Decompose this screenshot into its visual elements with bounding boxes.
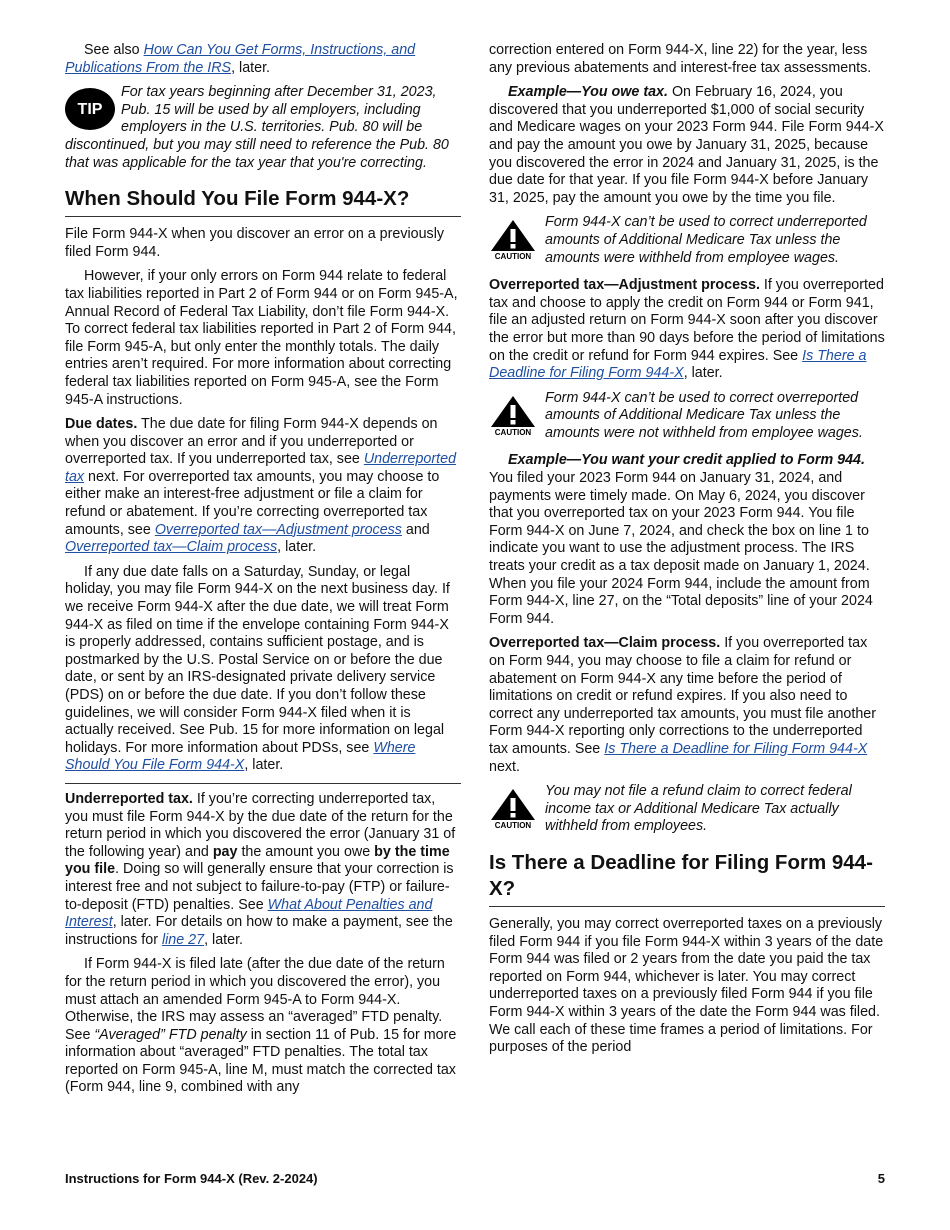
paragraph-due-dates: Due dates. The due date for filing Form 944-X depends on when you discover an error and if you underreported or overreported tax. If you underreported tax, see Underreported tax next. For overreported tax amounts, you may choose to either make an interest-free adjustment or file a claim for refund or abatement. If you’re correcting overreported tax amounts, see Overreported tax—Adjustment process and Overreported tax—Claim process, later. (65, 416, 457, 556)
section-heading-deadline: Is There a Deadline for Filing Form 944-X? (489, 850, 885, 907)
caution-label: CAUTION (494, 427, 532, 436)
caution-icon (489, 218, 539, 260)
penalties-interest-link[interactable]: What About Penalties and Interest (65, 896, 433, 931)
see-also-paragraph: See also How Can You Get Forms, Instructions, and Publications From the IRS, later. (65, 42, 416, 76)
deadline-link-2[interactable]: Is There a Deadline for Filing Form 944-X (604, 740, 868, 757)
tip-icon: TIP (65, 88, 115, 130)
example-credit-applied: Example—You want your credit applied to Form 944. You filed your 2023 Form 944 on January 31, 2024, and payments were timely made. On May 6, 2024, you discover that you overreported tax on your 2023 Form 944. You file Form 944-X on June 7, 2024, and check the box on line 1 to indicate you want to use the adjustment process. The IRS treats your credit as a tax deposit made on January 1, 2024. When you file your 2024 Form 944, include the amount from Form 944-X, line 27, on the “Total deposits” line of your 2024 Form 944. (489, 452, 873, 627)
page-number: 5 (877, 1171, 885, 1186)
paragraph-late-filing: If Form 944-X is filed late (after the due date of the return for the return period in which you discovered the error), you must attach an amended Form 945-A to Form 944-X. Otherwise, the IRS may assess an “averaged” FTD penalty. See “Averaged” FTD penalty in section 11 of Pub. 15 for more information about “averaged” FTD penalties. The total tax reported on Form 945-A, line M, must match the corrected tax (Form 944, line 9, combined with any (65, 956, 457, 1096)
caution-text-2: Form 944-X can’t be used to correct overreported amounts of Additional Medicare Tax unless the amounts were not withheld from employee wages. (545, 389, 863, 441)
caution-text-1: Form 944-X can’t be used to correct underreported amounts of Additional Medicare Tax unless the amounts were withheld from employee wages. (545, 214, 867, 266)
right-column (489, 42, 885, 1064)
line-27-link[interactable]: line 27 (161, 931, 205, 948)
footer-title: Instructions for Form 944-X (Rev. 2-2024) (65, 1171, 318, 1186)
deadline-link[interactable]: Is There a Deadline for Filing Form 944-X (489, 347, 867, 382)
caution-note-3 (489, 783, 885, 836)
caution-text-3: You may not file a refund claim to correct federal income tax or Additional Medicare Tax actually withheld from employees. (545, 783, 852, 835)
paragraph-continued: correction entered on Form 944-X, line 22) for the year, less any previous abatements and interest-free tax assessments. (489, 42, 872, 76)
caution-icon (489, 394, 539, 436)
example-owe-tax: Example—You owe tax. On February 16, 2024, you discovered that you underreported $1,000 of social security and Medicare wages on your 2023 Form 944. File Form 944-X and pay the amount you owe by January 31, 2025, because you discovered the error in 2024 and January 31, 2025, is the due date for that year. If you file Form 944-X before January 31, 2025, pay the amount you owe by the time you file. (489, 84, 884, 206)
claim-process-link[interactable]: Overreported tax—Claim process (65, 539, 278, 556)
where-file-link[interactable]: Where Should You File Form 944-X (65, 739, 416, 774)
paragraph-deadline: Generally, you may correct overreported taxes on a previously filed Form 944 if you file Form 944-X within 3 years of the date Form 944 was filed or 2 years from the date you paid the tax reported on Form 944, whichever is later. You may correct underreported taxes on a previously filed Form 944 if you file Form 944-X within 3 years of the date the Form 944 was filed. We call each of these time frames a period of limitations. For purposes of the period (489, 915, 884, 1056)
caution-label: CAUTION (494, 821, 532, 830)
tip-note (65, 84, 461, 172)
caution-icon (489, 787, 539, 829)
paragraph-underreported: Underreported tax. If you’re correcting underreported tax, you must file Form 944-X by the due date of the return for the return period in which you discovered the error (January 31 of the following year) and pay the amount you owe by the time you file. Doing so will generally ensure that your correction is interest free and not subject to failure-to-pay (FTP) or failure-to-deposit (FTD) penalties. See What About Penalties and Interest, later. For details on how to make a payment, see the instructions for line 27, later. (65, 790, 456, 948)
divider (65, 783, 461, 784)
paragraph-holiday: If any due date falls on a Saturday, Sunday, or legal holiday, you may file Form 944-X on the next business day. If we receive Form 944-X after the due date, we will treat Form 944-X as filed on time if the envelope containing Form 944-X is properly addressed, contains sufficient postage, and is postmarked by the U.S. Postal Service on or before the due date, or sent by an IRS-designated private delivery service (PDS) on or before the due date. If you don’t follow these guidelines, we will consider Form 944-X filed when it is actually received. See Pub. 15 for more information on legal holidays. For more information about PDSs, see Where Should You File Form 944-X, later. (65, 563, 450, 774)
adjustment-process-link[interactable]: Overreported tax—Adjustment process (154, 521, 402, 538)
forms-publications-link[interactable]: How Can You Get Forms, Instructions, and Publications From the IRS (65, 42, 416, 76)
left-column (65, 42, 461, 1104)
paragraph-adjustment-process: Overreported tax—Adjustment process. If you overreported tax and choose to apply the credit on Form 944 or Form 941, file an adjusted return on Form 944-X soon after you discover the error but more than 90 days before the period of limitations on the credit or refund for Form 944 expires. See Is There a Deadline for Filing Form 944-X, later. (489, 277, 885, 382)
caution-note-2 (489, 390, 885, 443)
tip-text: For tax years beginning after December 31, 2023, Pub. 15 will be used by all employers, including employers in the U.S. territories. Pub. 80 will be discontinued, but you may still need to reference the Pub. 80 that was applicable for the tax year that you're correcting. (65, 84, 449, 171)
section-heading-when-file: When Should You File Form 944-X? (65, 186, 461, 217)
caution-label: CAUTION (494, 252, 532, 261)
paragraph-liabilities: However, if your only errors on Form 944 relate to federal tax liabilities reported in Part 2 of Form 944 or on Form 945-A, Annual Record of Federal Tax Liability, don’t file Form 944-X. To correct federal tax liabilities reported in Part 2 of Form 944, file Form 945-A, but only enter the monthly totals. The daily entries aren’t required. For more information about correcting federal tax liabilities reported on Form 945-A, see the Form 945-A instructions. (65, 268, 458, 408)
underreported-tax-link[interactable]: Underreported tax (65, 451, 457, 485)
paragraph-file-when: File Form 944-X when you discover an error on a previously filed Form 944. (65, 226, 445, 260)
caution-note-1 (489, 214, 885, 267)
paragraph-claim-process: Overreported tax—Claim process. If you overreported tax on Form 944, you may choose to file a claim for refund or abatement on Form 944-X any time before the period of limitations on credit or refund expires. If you also need to correct any underreported tax amounts, you must file another Form 944-X reporting only corrections to the underreported tax amounts. See Is There a Deadline for Filing Form 944-X next. (489, 635, 877, 775)
